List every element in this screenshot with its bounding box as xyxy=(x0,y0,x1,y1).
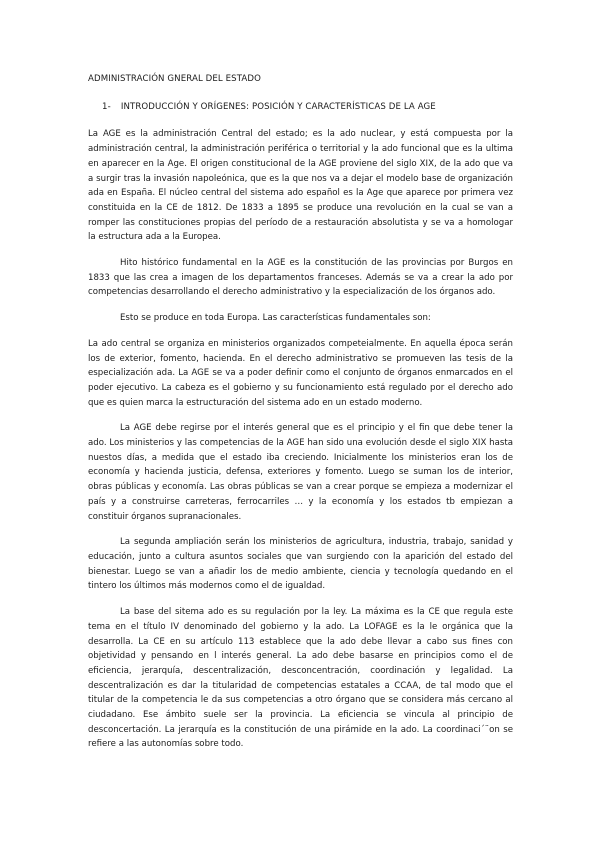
section-number: 1- xyxy=(102,101,111,112)
paragraph-age-definition: La AGE es la administración Central del estado; es la ado nuclear, y está compuesta por la administración central, la administración periférica o territorial y la ado funcional que es la ultima en aparecer en la Age. El origen constitucional de la AGE proviene del siglo XIX, de la ado que va a surgir tras la invasión napoleónica, que es la que nos va a dejar el modelo base de organización ada en España. El núcleo central del sistema ado español es la Age que aparece por primera vez constituida en la CE de 1812. De 1833 a 1895 se produce una revolución en la cual se van a romper las constituciones propias del período de a restauración absolutista y se va a homologar la estructura ada a la Europea. xyxy=(88,129,513,243)
paragraph-hito-historico: Hito histórico fundamental en la AGE es la constitución de las provincias por Burgos en 1833 que las crea a imagen de los departamentos franceses. Además se va a crear la ado por competencias desarrollando el derecho administrativo y la especialización de los órganos ado. xyxy=(88,258,513,298)
paragraph-segunda-ampliacion: La segunda ampliación serán los ministerios de agricultura, industria, trabajo, sanidad y educación, junto a cultura asuntos sociales que van surgiendo con la aparición del estado del bienestar. Luego se van a añadir los de medio ambiente, ciencia y tecnología quedando en el tintero los últimos más modernos como el de igualdad. xyxy=(88,537,513,592)
section-heading xyxy=(102,100,513,115)
paragraph-ado-central: La ado central se organiza en ministerios organizados competeialmente. En aquella época serán los de exterior, fomento, hacienda. En el derecho administrativo se promueven las tesis de la especialización ada. La AGE se va a poder definir como el conjunto de órganos enmarcados en el poder ejecutivo. La cabeza es el gobierno y su funcionamiento está regulado por el derecho ado que es quien marca la estructuración del sistema ado en un estado moderno. xyxy=(88,338,513,408)
section-heading-text: INTRODUCCIÓN Y ORÍGENES: POSICIÓN Y CARACTERÍSTICAS DE LA AGE xyxy=(120,101,436,112)
document-title: ADMINISTRACIÓN GNERAL DEL ESTADO xyxy=(88,74,261,84)
document-body xyxy=(88,72,513,752)
paragraph-europa: Esto se produce en toda Europa. Las características fundamentales son: xyxy=(120,313,431,324)
paragraph-interes-general: La AGE debe regirse por el interés general que es el principio y el fin que debe tener la ado. Los ministerios y las competencias de la AGE han sido una evolución desde el siglo XIX hasta nuestos días, a medida que el estado iba creciendo. Inicialmente los ministerios eran los de economía y hacienda justicia, defensa, exteriores y fomento. Luego se suman los de interior, obras públicas y economía. Las obras públicas se van a crear porque se empieza a modernizar el país y a construirse carreteras, ferrocarriles … y la economía y los estados tb empiezan a constituir órganos supranacionales. xyxy=(88,423,513,522)
paragraph-base-sistema: La base del sitema ado es su regulación por la ley. La máxima es la CE que regula este tema en el título IV denominado del gobierno y la ado. La LOFAGE es la le orgánica que la desarrolla. La CE en su artículo 113 establece que la ado debe llevar a cabo sus fines con objetividad y pensando en l interés general. La ado debe basarse en principios como el de eficiencia, jerarquía, descentralización, desconcentración, coordinación y legalidad. La descentralización es dar la titularidad de competencias estatales a CCAA, de tal modo que el titular de la competencia le da sus competencias a otro órgano que se considera más cercano al ciudadano. Ese ámbito suele ser la provincia. La eficiencia se vincula al principio de desconcertación. La jerarquía es la constitución de una pirámide en la ado. La coordinaci´¨on se refiere a las autonomías sobre todo. xyxy=(88,607,513,750)
